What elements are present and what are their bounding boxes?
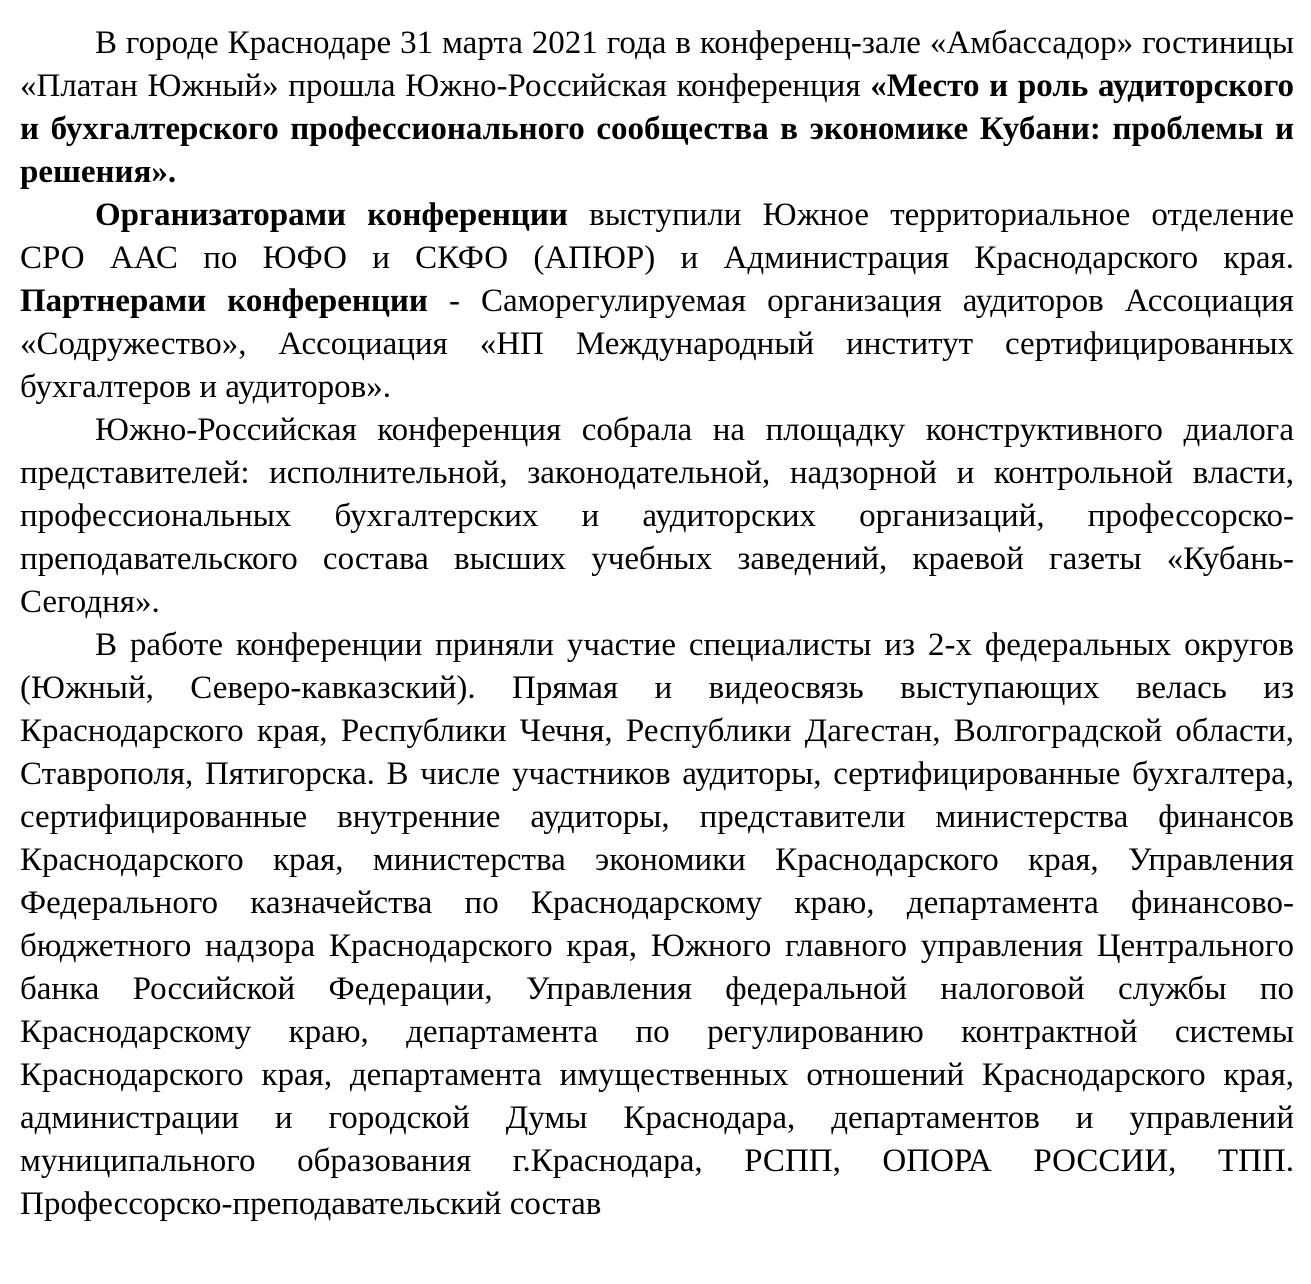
paragraph-participants-groups (20, 409, 1294, 624)
partners-text: - Саморегулируемая организация аудиторов Ассоциация «Содружество», Ассоциация «НП Международный институт сертифицированных бухгалтеров и аудиторов». (20, 283, 1294, 405)
conference-title: «Место и роль аудиторского и бухгалтерского профессионального сообщества в экономике Кубани: проблемы и решения». (20, 68, 1294, 190)
paragraph-participants-list (20, 624, 1294, 1226)
participants-groups-text: Южно-Российская конференция собрала на площадку конструктивного диалога представителей: исполнительной, законодательной, надзорной и контрольной власти, профессиональных бухгалтерских и аудиторских организаций, профессорско-преподавательского состава высших учебных заведений, краевой газеты «Кубань-Сегодня». (20, 412, 1294, 620)
organizers-label: Организаторами конференции (95, 197, 568, 233)
participants-list-text: В работе конференции приняли участие специалисты из 2-х федеральных округов (Южный, Северо-кавказский). Прямая и видеосвязь выступающих велась из Краснодарского края, Республики Чечня, Республики Дагестан, Волгоградской области, Ставрополя, Пятигорска. В числе участников аудиторы, сертифицированные бухгалтера, сертифицированные внутренние аудиторы, представители министерства финансов Краснодарского края, министерства экономики Краснодарского края, Управления Федерального казначейства по Краснодарскому краю, департамента финансово-бюджетного надзора Краснодарского края, Южного главного управления Центрального банка Российской Федерации, Управления федеральной налоговой службы по Краснодарскому краю, департамента по регулированию контрактной системы Краснодарского края, департамента имущественных отношений Краснодарского края, администрации и городской Думы Краснодара, департаментов и управлений муниципального образования г.Краснодара, РСПП, ОПОРА РОССИИ, ТПП. Профессорско-преподавательский состав (20, 627, 1294, 1222)
paragraph-organizers (20, 194, 1294, 409)
paragraph-conference-intro (20, 22, 1294, 194)
partners-label: Партнерами конференции (20, 283, 428, 319)
organizers-text: выступили Южное территориальное отделение СРО ААС по ЮФО и СКФО (АПЮР) и Администрация Краснодарского края. (20, 197, 1295, 276)
intro-text: В городе Краснодаре 31 марта 2021 года в конференц-зале «Амбассадор» гостиницы «Платан Южный» прошла Южно-Российская конференция (20, 25, 1294, 104)
